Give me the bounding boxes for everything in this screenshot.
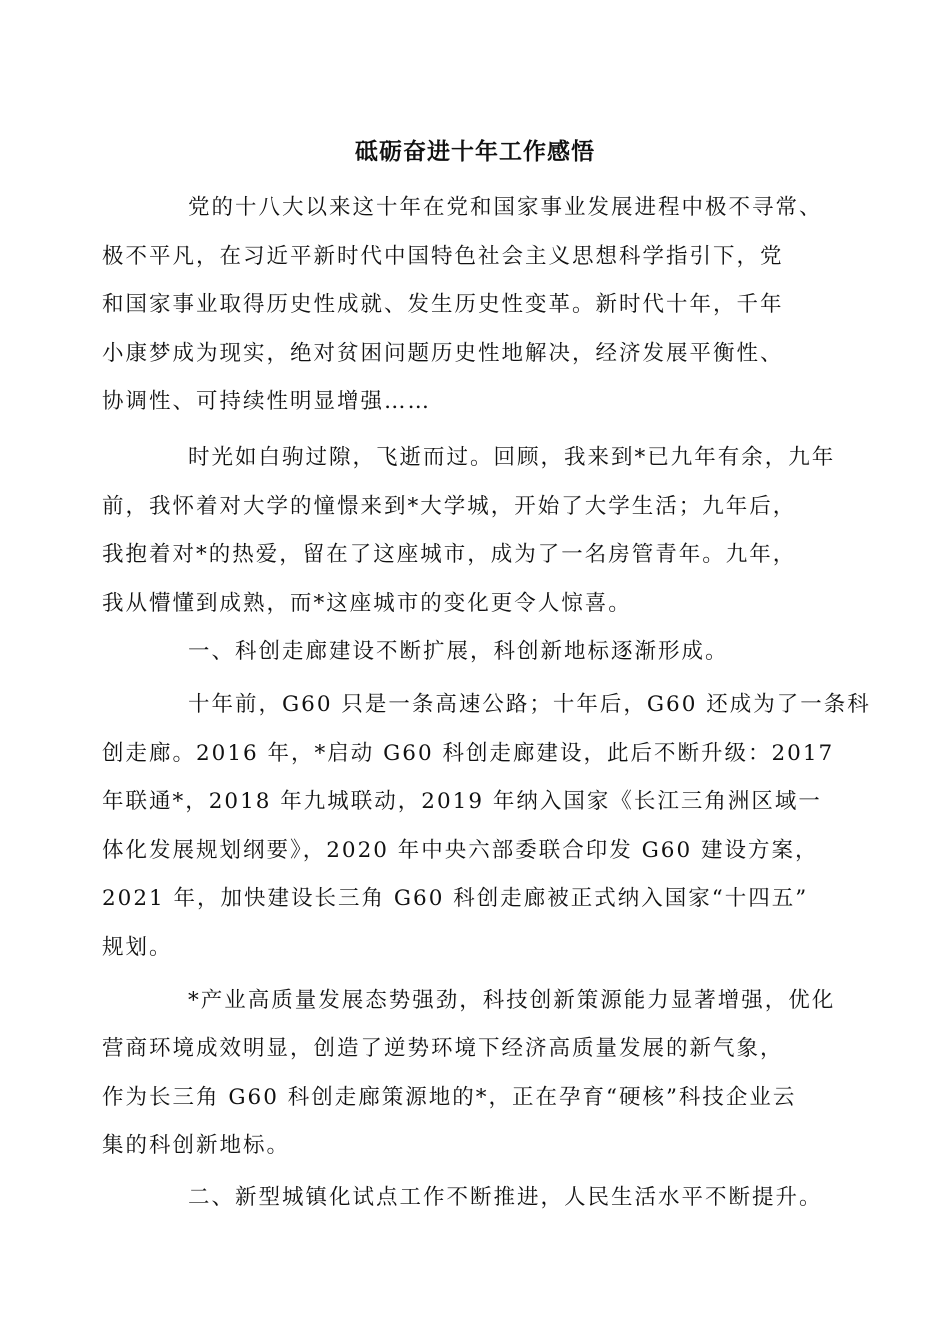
paragraph-3	[102, 681, 871, 973]
paragraph-line: 创走廊。2016 年，*启动 G60 科创走廊建设，此后不断升级：2017	[102, 740, 835, 766]
paragraph-line: 十年前，G60 只是一条高速公路；十年后，G60 还成为了一条科	[188, 691, 871, 717]
paragraph-line: 时光如白驹过隙，飞逝而过。回顾，我来到*已九年有余，九年	[188, 444, 836, 470]
paragraph-line: *产业高质量发展态势强劲，科技创新策源能力显著增强，优化	[188, 987, 836, 1013]
paragraph-line: 规划。	[102, 934, 173, 960]
document-body	[102, 184, 871, 1222]
paragraph-line: 协调性、可持续性明显增强……	[102, 389, 432, 415]
paragraph-line: 二、新型城镇化试点工作不断推进，人民生活水平不断提升。	[188, 1184, 823, 1210]
paragraph-line: 集的科创新地标。	[102, 1133, 291, 1159]
paragraph-line: 小康梦成为现实，绝对贫困问题历史性地解决，经济发展平衡性、	[102, 340, 784, 366]
paragraph-line: 党的十八大以来这十年在党和国家事业发展进程中极不寻常、	[188, 195, 823, 220]
document-title: 砥砺奋进十年工作感悟	[355, 139, 595, 165]
paragraph-line: 体化发展规划纲要》，2020 年中央六部委联合印发 G60 建设方案，	[102, 837, 819, 863]
paragraph-line: 我抱着对*的热爱，留在了这座城市，成为了一名房管青年。九年，	[102, 542, 797, 568]
paragraph-1	[102, 184, 823, 427]
paragraph-2	[102, 434, 836, 628]
paragraph-4	[102, 977, 836, 1171]
paragraph-line: 2021 年，加快建设长三角 G60 科创走廊被正式纳入国家“十四五”	[102, 886, 809, 912]
paragraph-line: 我从懵懂到成熟，而*这座城市的变化更令人惊喜。	[102, 590, 632, 616]
paragraph-line: 前，我怀着对大学的憧憬来到*大学城，开始了大学生活；九年后，	[102, 493, 797, 519]
section-heading-2	[145, 1174, 823, 1223]
paragraph-line: 营商环境成效明显，创造了逆势环境下经济高质量发展的新气象，	[102, 1036, 784, 1062]
section-heading-1	[145, 628, 807, 677]
paragraph-line: 作为长三角 G60 科创走廊策源地的*，正在孕育“硬核”科技企业云	[102, 1084, 797, 1110]
paragraph-line: 极不平凡，在习近平新时代中国特色社会主义思想科学指引下，党	[102, 243, 784, 269]
paragraph-line: 和国家事业取得历史性成就、发生历史性变革。新时代十年，千年	[102, 292, 784, 318]
paragraph-line: 年联通*，2018 年九城联动，2019 年纳入国家《长江三角洲区域一	[102, 789, 822, 815]
paragraph-line: 一、科创走廊建设不断扩展，科创新地标逐渐形成。	[188, 639, 729, 665]
